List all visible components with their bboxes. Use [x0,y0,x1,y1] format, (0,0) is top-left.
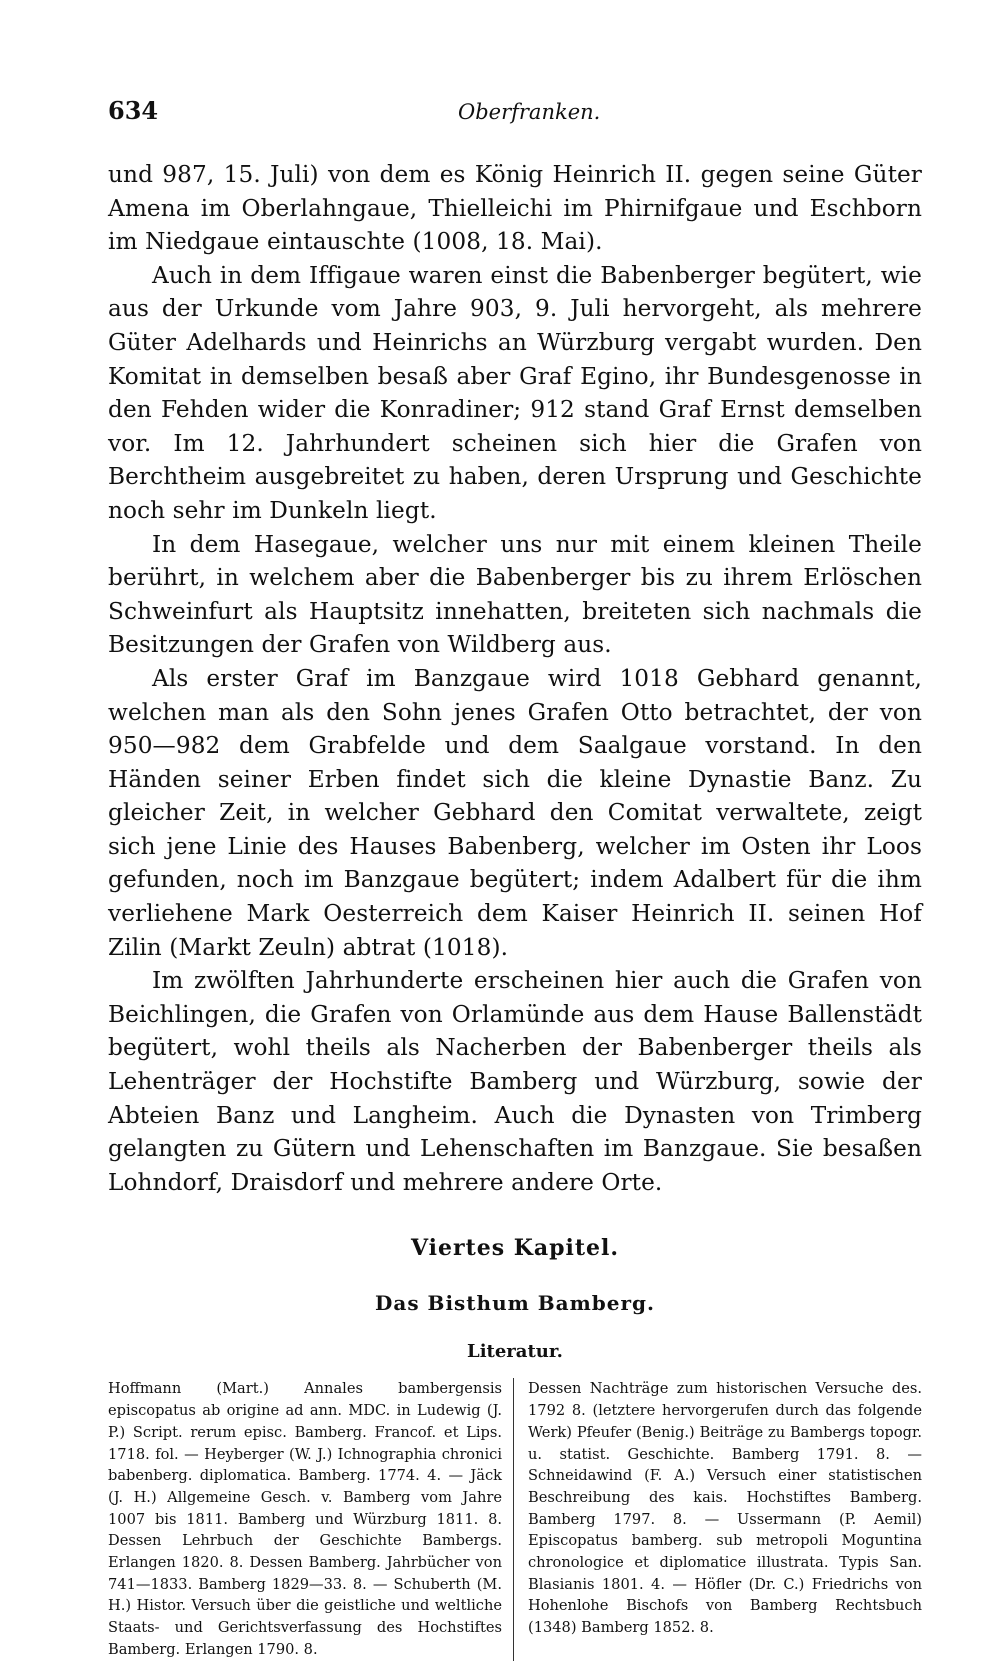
main-text [108,158,922,1199]
literature-heading: Literatur. [467,1341,563,1363]
paragraph: und 987, 15. Juli) von dem es König Heinrich II. gegen seine Güter Amena im Oberlahngaue, Thielleichi im Phirnifgaue und Eschborn im Niedgaue eintauschte (1008, 18. Mai). [108,161,922,256]
chapter-title: Viertes Kapitel. [410,1235,620,1262]
paragraph: Auch in dem Iffigaue waren einst die Babenberger begütert, wie aus der Urkunde vom Jahre 903, 9. Juli hervorgeht, als mehrere Güter Adelhards und Heinrichs an Würzburg vergabt wurden. Den Komitat in demselben besaß aber Graf Egino, ihr Bundesgenosse in den Fehden wider die Konradiner; 912 stand Graf Ernst demselben vor. Im 12. Jahrhundert scheinen sich hier die Grafen von Berchtheim ausgebreitet zu haben, deren Ursprung und Geschichte noch sehr im Dunkeln liegt. [108,261,922,524]
footnote-column-left: Hoffmann (Mart.) Annales bambergensis episcopatus ab origine ad ann. MDC. in Ludewig (J. P.) Script. rerum episc. Bamberg. Francof. et Lips. 1718. fol. — Heyberger (W. J.) Ichnographia chronici babenberg. diplomatica. Bamberg. 1774. 4. — Jäck (J. H.) Allgemeine Gesch. v. Bamberg vom Jahre 1007 bis 1811. Bamberg und Würzburg 1811. 8. Dessen Lehrbuch der Geschichte Bambergs. Erlangen 1820. 8. Dessen Bamberg. Jahrbücher von 741—1833. Bamberg 1829—33. 8. — Schuberth (M. H.) Histor. Versuch über die geistliche und weltliche Staats- und Gerichtsverfassung des Hochstiftes Bamberg. Erlangen 1790. 8. [108,1378,514,1660]
footnotes [108,1378,922,1660]
running-title: Oberfranken. [458,100,601,124]
page-number: 634 [108,96,159,125]
paragraph: Als erster Graf im Banzgaue wird 1018 Gebhard genannt, welchen man als den Sohn jenes Grafen Otto betrachtet, der von 950—982 dem Grabfelde und dem Saalgaue vorstand. In den Händen seiner Erben findet sich die kleine Dynastie Banz. Zu gleicher Zeit, in welcher Gebhard den Comitat verwaltete, zeigt sich jene Linie des Hauses Babenberg, welcher im Osten ihr Loos gefunden, noch im Banzgaue begütert; indem Adalbert für die ihm verliehene Mark Oesterreich dem Kaiser Heinrich II. seinen Hof Zilin (Markt Zeuln) abtrat (1018). [108,664,922,961]
page-header [108,96,922,152]
footnote-column-right: Dessen Nachträge zum historischen Versuche des. 1792 8. (letztere hervorgerufen durch das folgende Werk) Pfeufer (Benig.) Beiträge zu Bambergs topogr. u. statist. Geschichte. Bamberg 1791. 8. —Schneidawind (F. A.) Versuch einer statistischen Beschreibung des kais. Hochstiftes Bamberg. Bamberg 1797. 8. — Ussermann (P. Aemil) Episcopatus bamberg. sub metropoli Moguntina chronologice et diplomatice illustrata. Typis San. Blasianis 1801. 4. — Höfler (Dr. C.) Friedrichs von Hohenlohe Bischofs von Bamberg Rechtsbuch (1348) Bamberg 1852. 8. [528,1380,922,1637]
paragraph: Im zwölften Jahrhunderte erscheinen hier auch die Grafen von Beichlingen, die Grafen von Orlamünde aus dem Hause Ballenstädt begütert, wohl theils als Nacherben der Babenberger theils als Lehenträger der Hochstifte Bamberg und Würzburg, sowie der Abteien Banz und Langheim. Auch die Dynasten von Trimberg gelangten zu Gütern und Lehenschaften im Banzgaue. Sie besaßen Lohndorf, Draisdorf und mehrere andere Orte. [108,967,922,1196]
section-title: Das Bisthum Bamberg. [375,1291,655,1316]
paragraph: In dem Hasegaue, welcher uns nur mit einem kleinen Theile berührt, in welchem aber die Babenberger bis zu ihrem Erlöschen Schweinfurt als Hauptsitz innehatten, breiteten sich nachmals die Besitzungen der Grafen von Wildberg aus. [108,530,922,659]
